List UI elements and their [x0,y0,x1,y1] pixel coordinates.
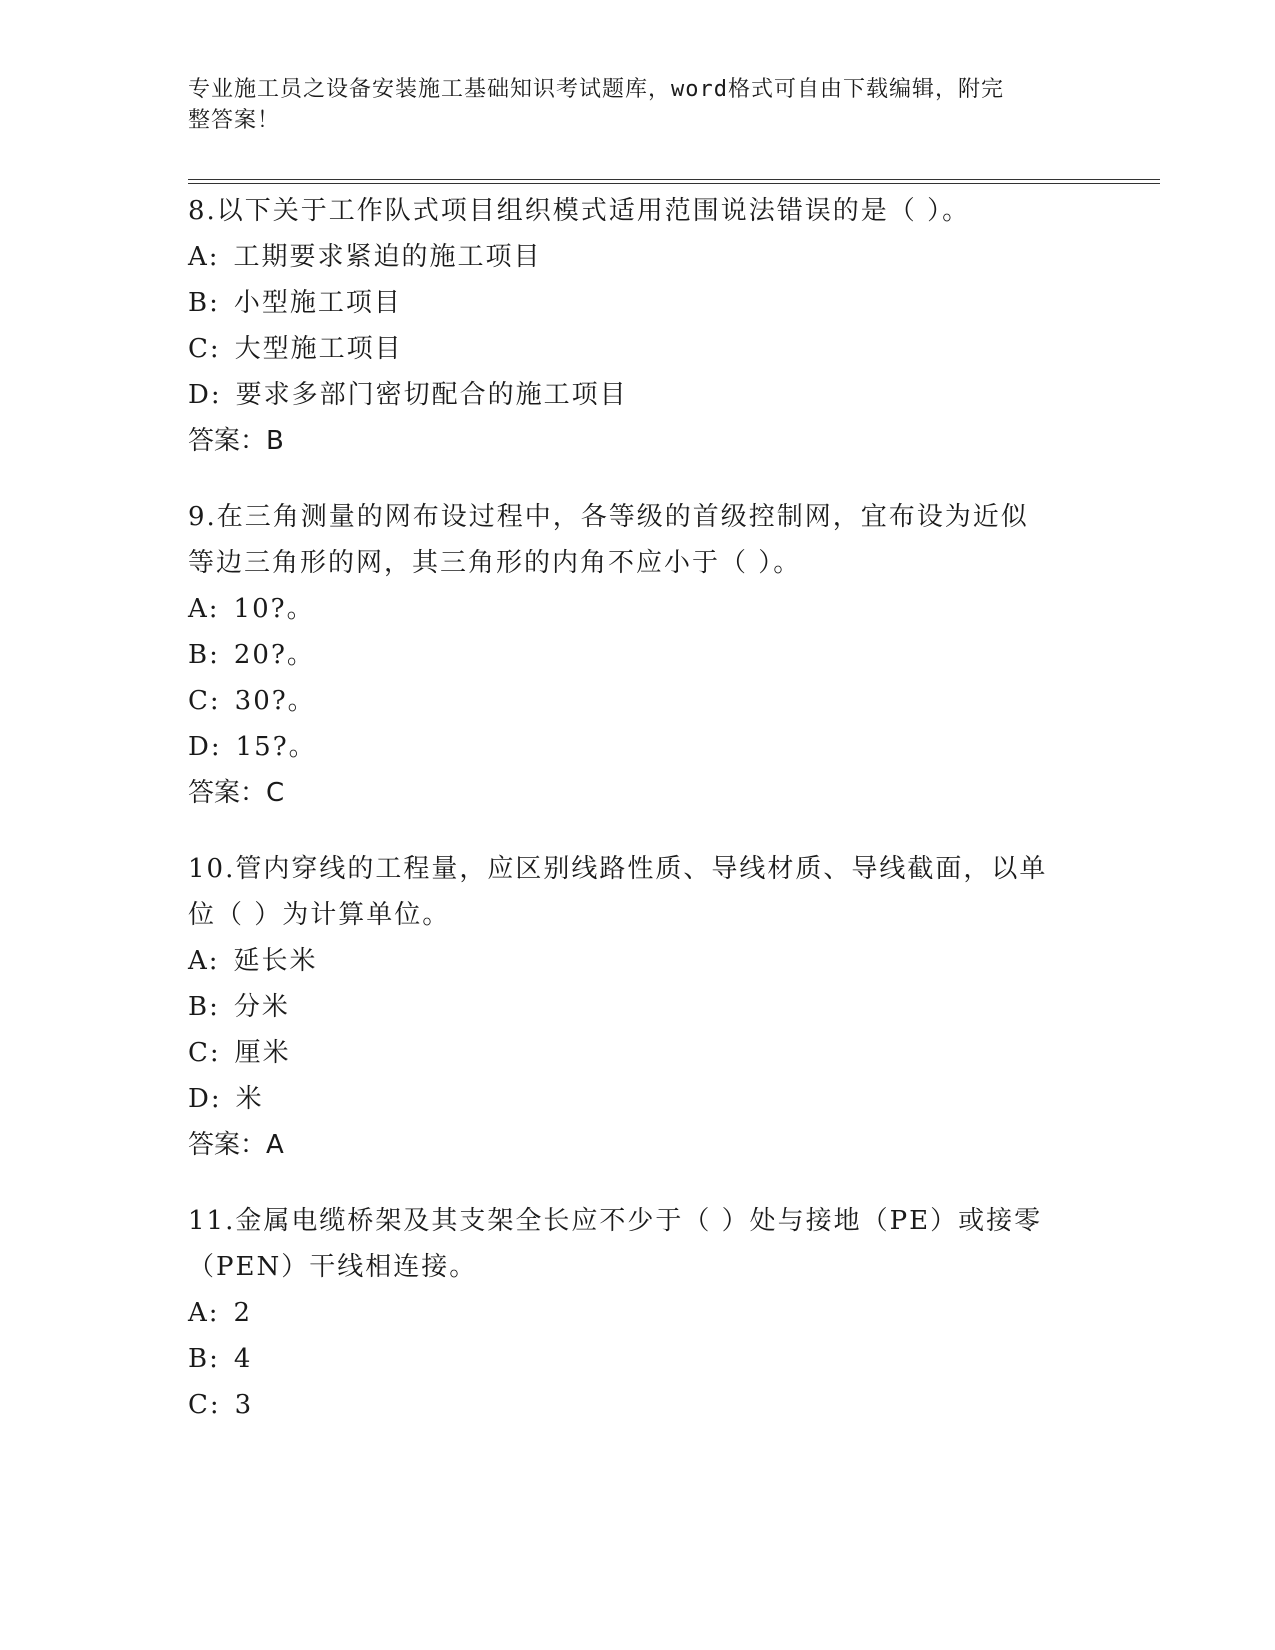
answer-line: 答案：C [188,778,285,808]
option-text: 厘米 [234,1038,291,1068]
question-stem [188,494,1088,586]
question-stem-line: 8.以下关于工作队式项目组织模式适用范围说法错误的是（ ）。 [188,196,971,226]
option-c [188,1382,1088,1428]
question-stem-line: （PEN）干线相连接。 [188,1252,478,1282]
document-header [188,74,1068,136]
option-d [188,1076,1088,1122]
question-10 [188,846,1088,1168]
option-text: 分米 [233,992,290,1022]
question-stem-line: 9.在三角测量的网布设过程中，各等级的首级控制网，宜布设为近似 [188,502,1029,532]
option-a [188,586,1088,632]
option-c [188,678,1088,724]
option-a [188,938,1088,984]
option-text: 15?。 [235,732,317,762]
option-text: 30?。 [234,686,316,716]
option-letter: A: [188,946,220,976]
option-letter: A: [188,594,220,624]
option-c [188,1030,1088,1076]
option-text: 延长米 [233,946,318,976]
header-line-2: 整答案！ [188,108,281,133]
question-11 [188,1198,1088,1428]
question-list [188,188,1088,1458]
question-stem-line: 11.金属电缆桥架及其支架全长应不少于（ ）处与接地（PE）或接零 [188,1206,1043,1236]
option-text: 3 [234,1390,254,1420]
option-a [188,1290,1088,1336]
option-text: 工期要求紧迫的施工项目 [233,242,542,272]
option-text: 米 [235,1084,264,1114]
option-text: 10?。 [233,594,315,624]
option-letter: B: [188,1344,220,1374]
option-text: 2 [233,1298,253,1328]
option-letter: D: [188,732,222,762]
option-letter: C: [188,1038,221,1068]
option-text: 小型施工项目 [233,288,402,318]
answer-line: 答案：B [188,426,284,456]
option-d [188,724,1088,770]
option-letter: D: [188,1084,222,1114]
question-8 [188,188,1088,464]
option-d [188,372,1088,418]
answer-line: 答案：A [188,1130,284,1160]
question-stem [188,188,1088,234]
option-text: 要求多部门密切配合的施工项目 [235,380,628,410]
question-stem-line: 等边三角形的网，其三角形的内角不应小于（ ）。 [188,548,802,578]
option-text: 4 [233,1344,253,1374]
option-letter: B: [188,640,220,670]
header-divider-bottom [188,183,1160,184]
option-letter: A: [188,1298,220,1328]
question-stem [188,1198,1088,1290]
question-stem-line: 10.管内穿线的工程量，应区别线路性质、导线材质、导线截面，以单 [188,854,1048,884]
question-stem [188,846,1088,938]
option-letter: C: [188,1390,221,1420]
option-text: 20?。 [233,640,315,670]
question-9 [188,494,1088,816]
option-letter: B: [188,992,220,1022]
option-b [188,280,1088,326]
option-c [188,326,1088,372]
option-b [188,1336,1088,1382]
option-b [188,984,1088,1030]
option-letter: D: [188,380,222,410]
question-stem-line: 位（ ）为计算单位。 [188,900,451,930]
option-letter: B: [188,288,220,318]
option-letter: A: [188,242,220,272]
option-text: 大型施工项目 [234,334,403,364]
option-b [188,632,1088,678]
option-letter: C: [188,686,221,716]
option-letter: C: [188,334,221,364]
header-divider-top [188,179,1160,180]
option-a [188,234,1088,280]
header-line-1: 专业施工员之设备安装施工基础知识考试题库，word格式可自由下载编辑，附完 [188,77,1004,102]
